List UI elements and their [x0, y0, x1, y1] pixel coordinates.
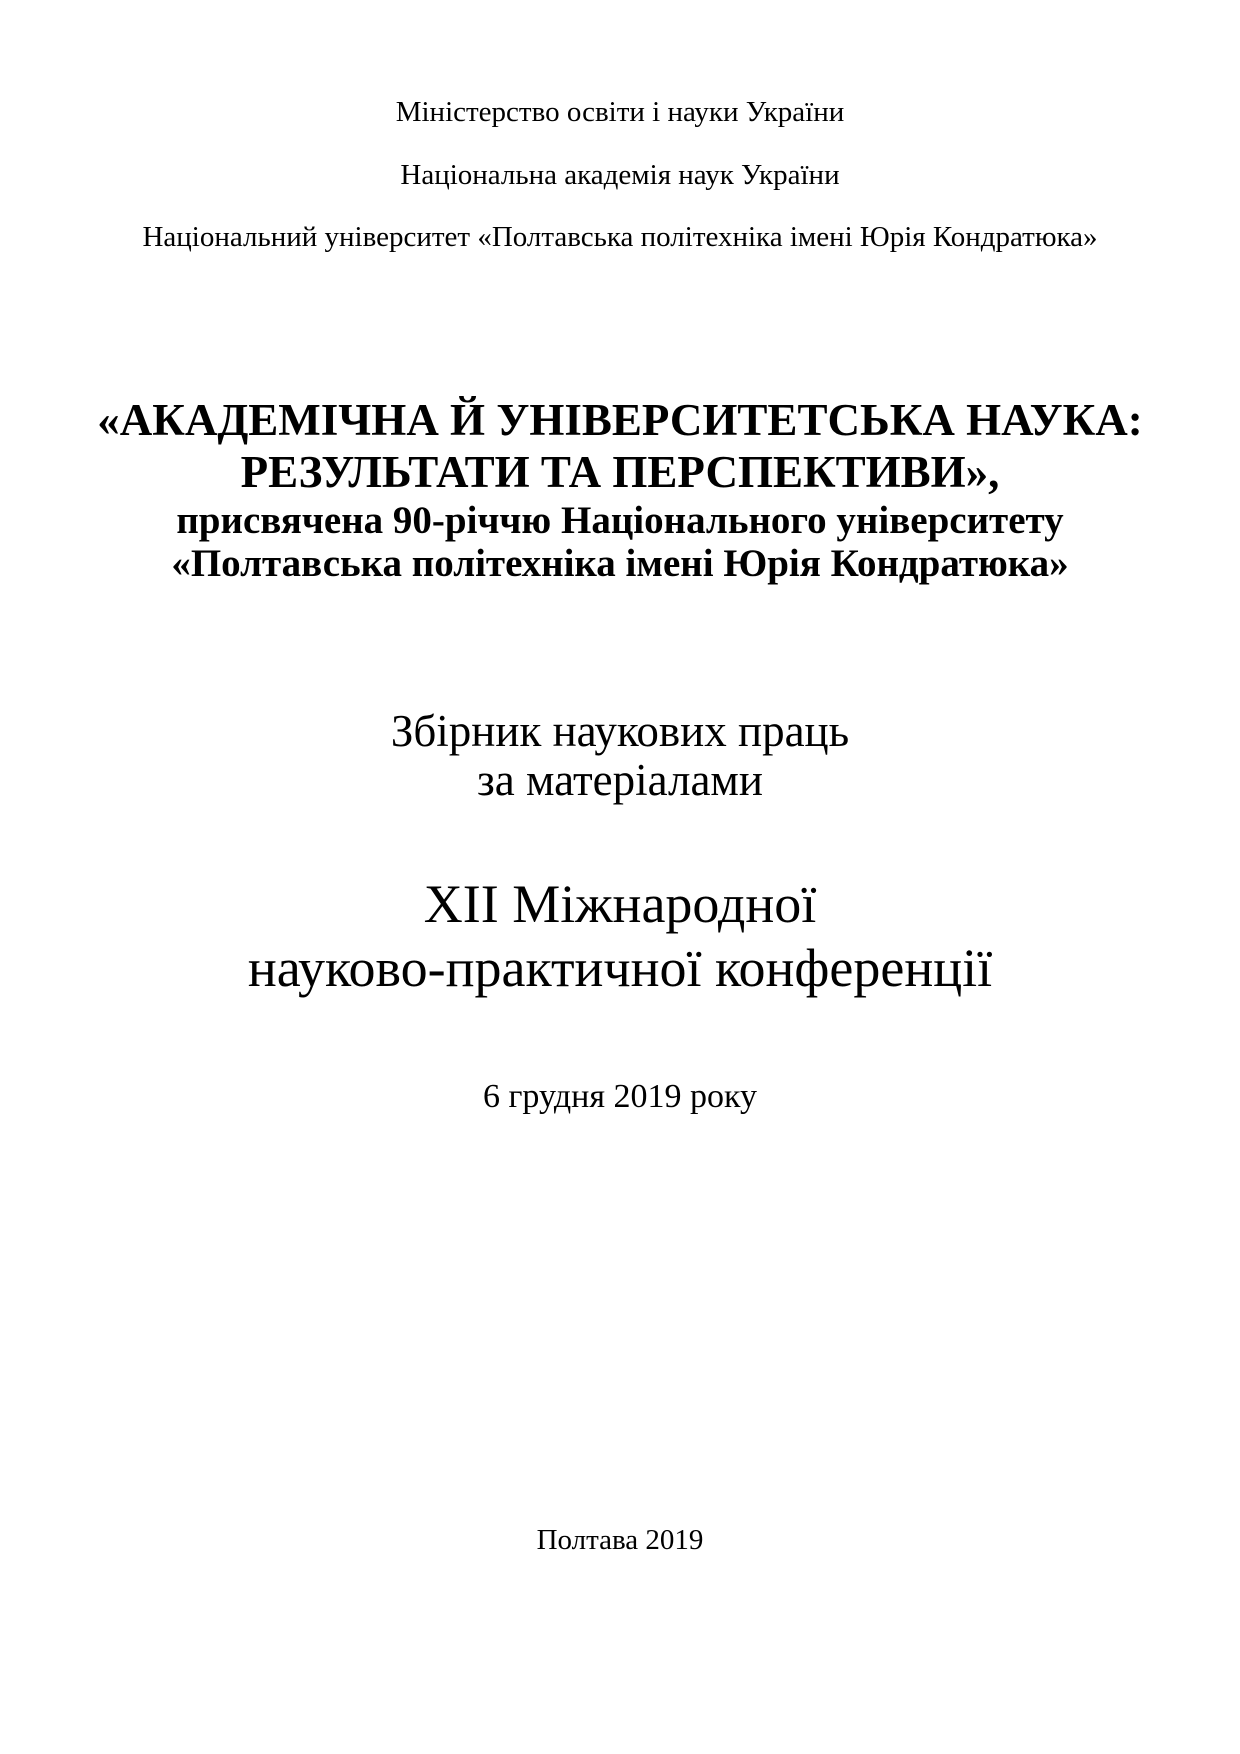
org-line-ministry: Міністерство освіти і науки України: [395, 96, 845, 128]
conference-date: 6 грудня 2019 року: [482, 1078, 758, 1115]
conference-number-line: XII Міжнародної: [423, 874, 817, 934]
org-line-academy: Національна академія наук України: [400, 159, 840, 191]
conference-type-line: науково-практичної конференції: [247, 938, 993, 998]
org-line-university: Національний університет «Полтавська політехніка імені Юрія Кондратюка»: [142, 221, 1098, 253]
conference-title-line-1: «АКАДЕМІЧНА Й УНІВЕРСИТЕТСЬКА НАУКА:: [97, 395, 1143, 445]
conference-title-line-2: РЕЗУЛЬТАТИ ТА ПЕРСПЕКТИВИ»,: [240, 447, 1000, 497]
imprint-city-year: Полтава 2019: [536, 1524, 704, 1556]
conference-dedication-university-line: «Полтавська політехніка імені Юрія Кондратюка»: [171, 542, 1069, 585]
collection-subtitle-line-2: за матеріалами: [477, 755, 763, 805]
collection-subtitle-line-1: Збірник наукових праць: [390, 706, 850, 756]
conference-dedication-line: присвячена 90-річчю Національного університету: [176, 499, 1064, 542]
